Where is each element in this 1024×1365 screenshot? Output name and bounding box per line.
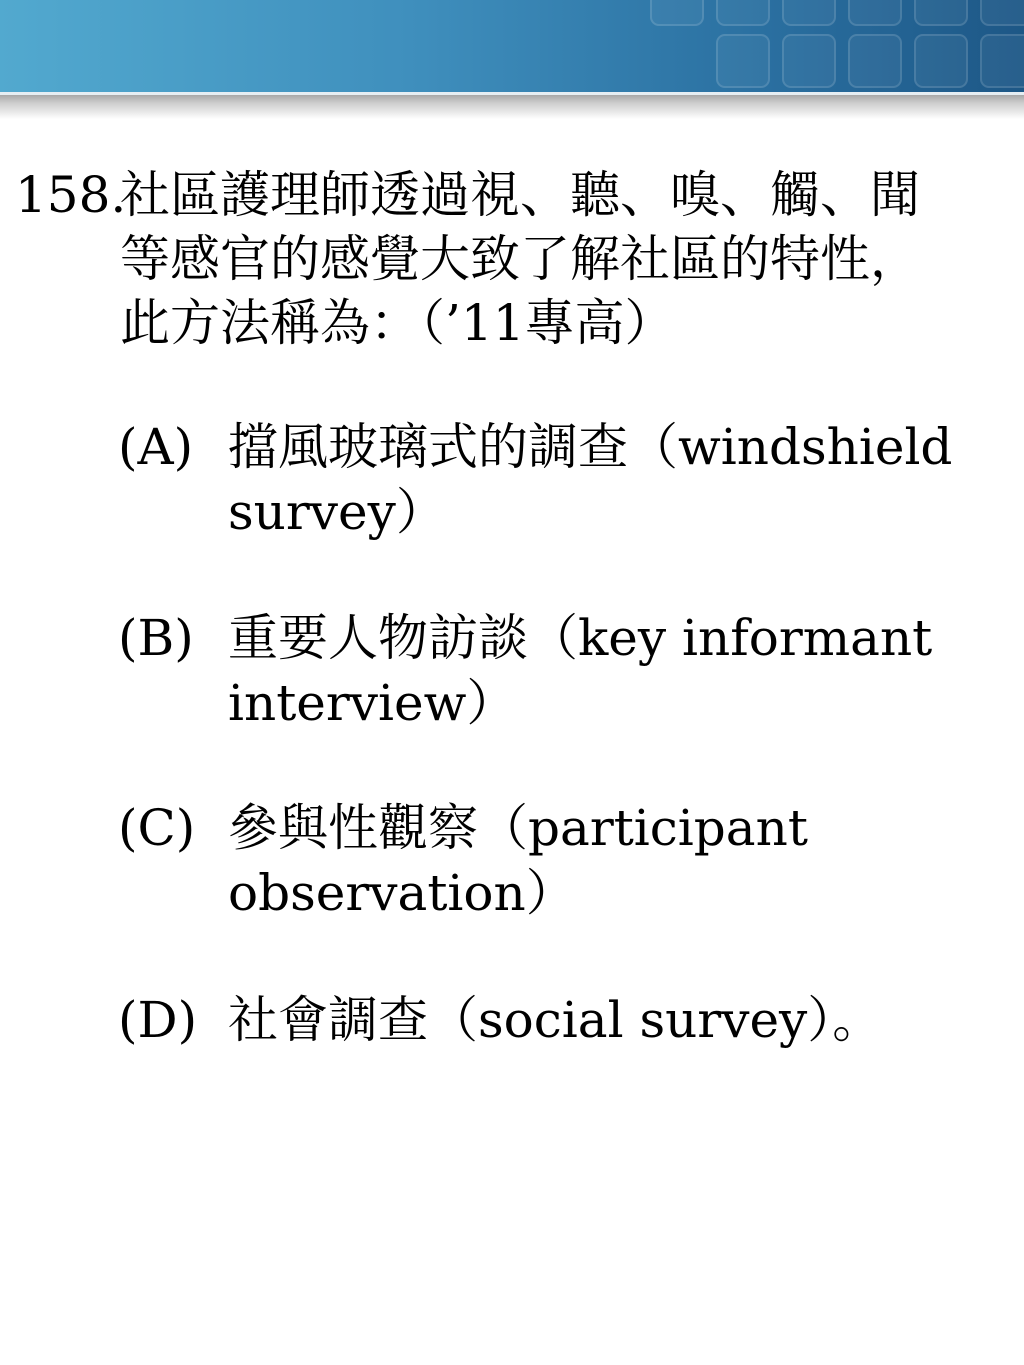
option-text-line: 重要人物訪談（key informant	[228, 609, 933, 667]
header-pattern-square	[782, 0, 836, 26]
question-text-line: 等感官的感覺大致了解社區的特性，	[120, 230, 920, 288]
question-text-line: 此方法稱為：（’11專高）	[120, 294, 675, 352]
header-pattern-square	[782, 34, 836, 88]
option-text-line: interview）	[228, 674, 517, 732]
header-pattern-square	[914, 0, 968, 26]
option-text-line: 社會調查（social survey）。	[228, 991, 883, 1049]
header-pattern-square	[914, 34, 968, 88]
header-pattern-square	[716, 34, 770, 88]
option-text-line: 擋風玻璃式的調查（windshield	[228, 418, 953, 476]
question-text-line: 社區護理師透過視、聽、嗅、觸、聞	[120, 166, 920, 224]
slide-header-band	[0, 0, 1024, 92]
option-label: (A)	[118, 418, 194, 476]
header-shadow	[0, 95, 1024, 119]
header-pattern-square	[848, 34, 902, 88]
question-number: 158.	[15, 166, 127, 224]
header-pattern-square	[716, 0, 770, 26]
option-text-line: survey）	[228, 483, 446, 541]
option-label: (D)	[118, 991, 198, 1049]
option-label: (C)	[118, 799, 196, 857]
header-pattern-square	[650, 0, 704, 26]
option-text-line: 參與性觀察（participant	[228, 799, 808, 857]
header-pattern-square	[980, 0, 1024, 26]
option-text-line: observation）	[228, 864, 576, 922]
header-pattern-square	[980, 34, 1024, 88]
header-pattern-square	[848, 0, 902, 26]
option-label: (B)	[118, 609, 194, 667]
